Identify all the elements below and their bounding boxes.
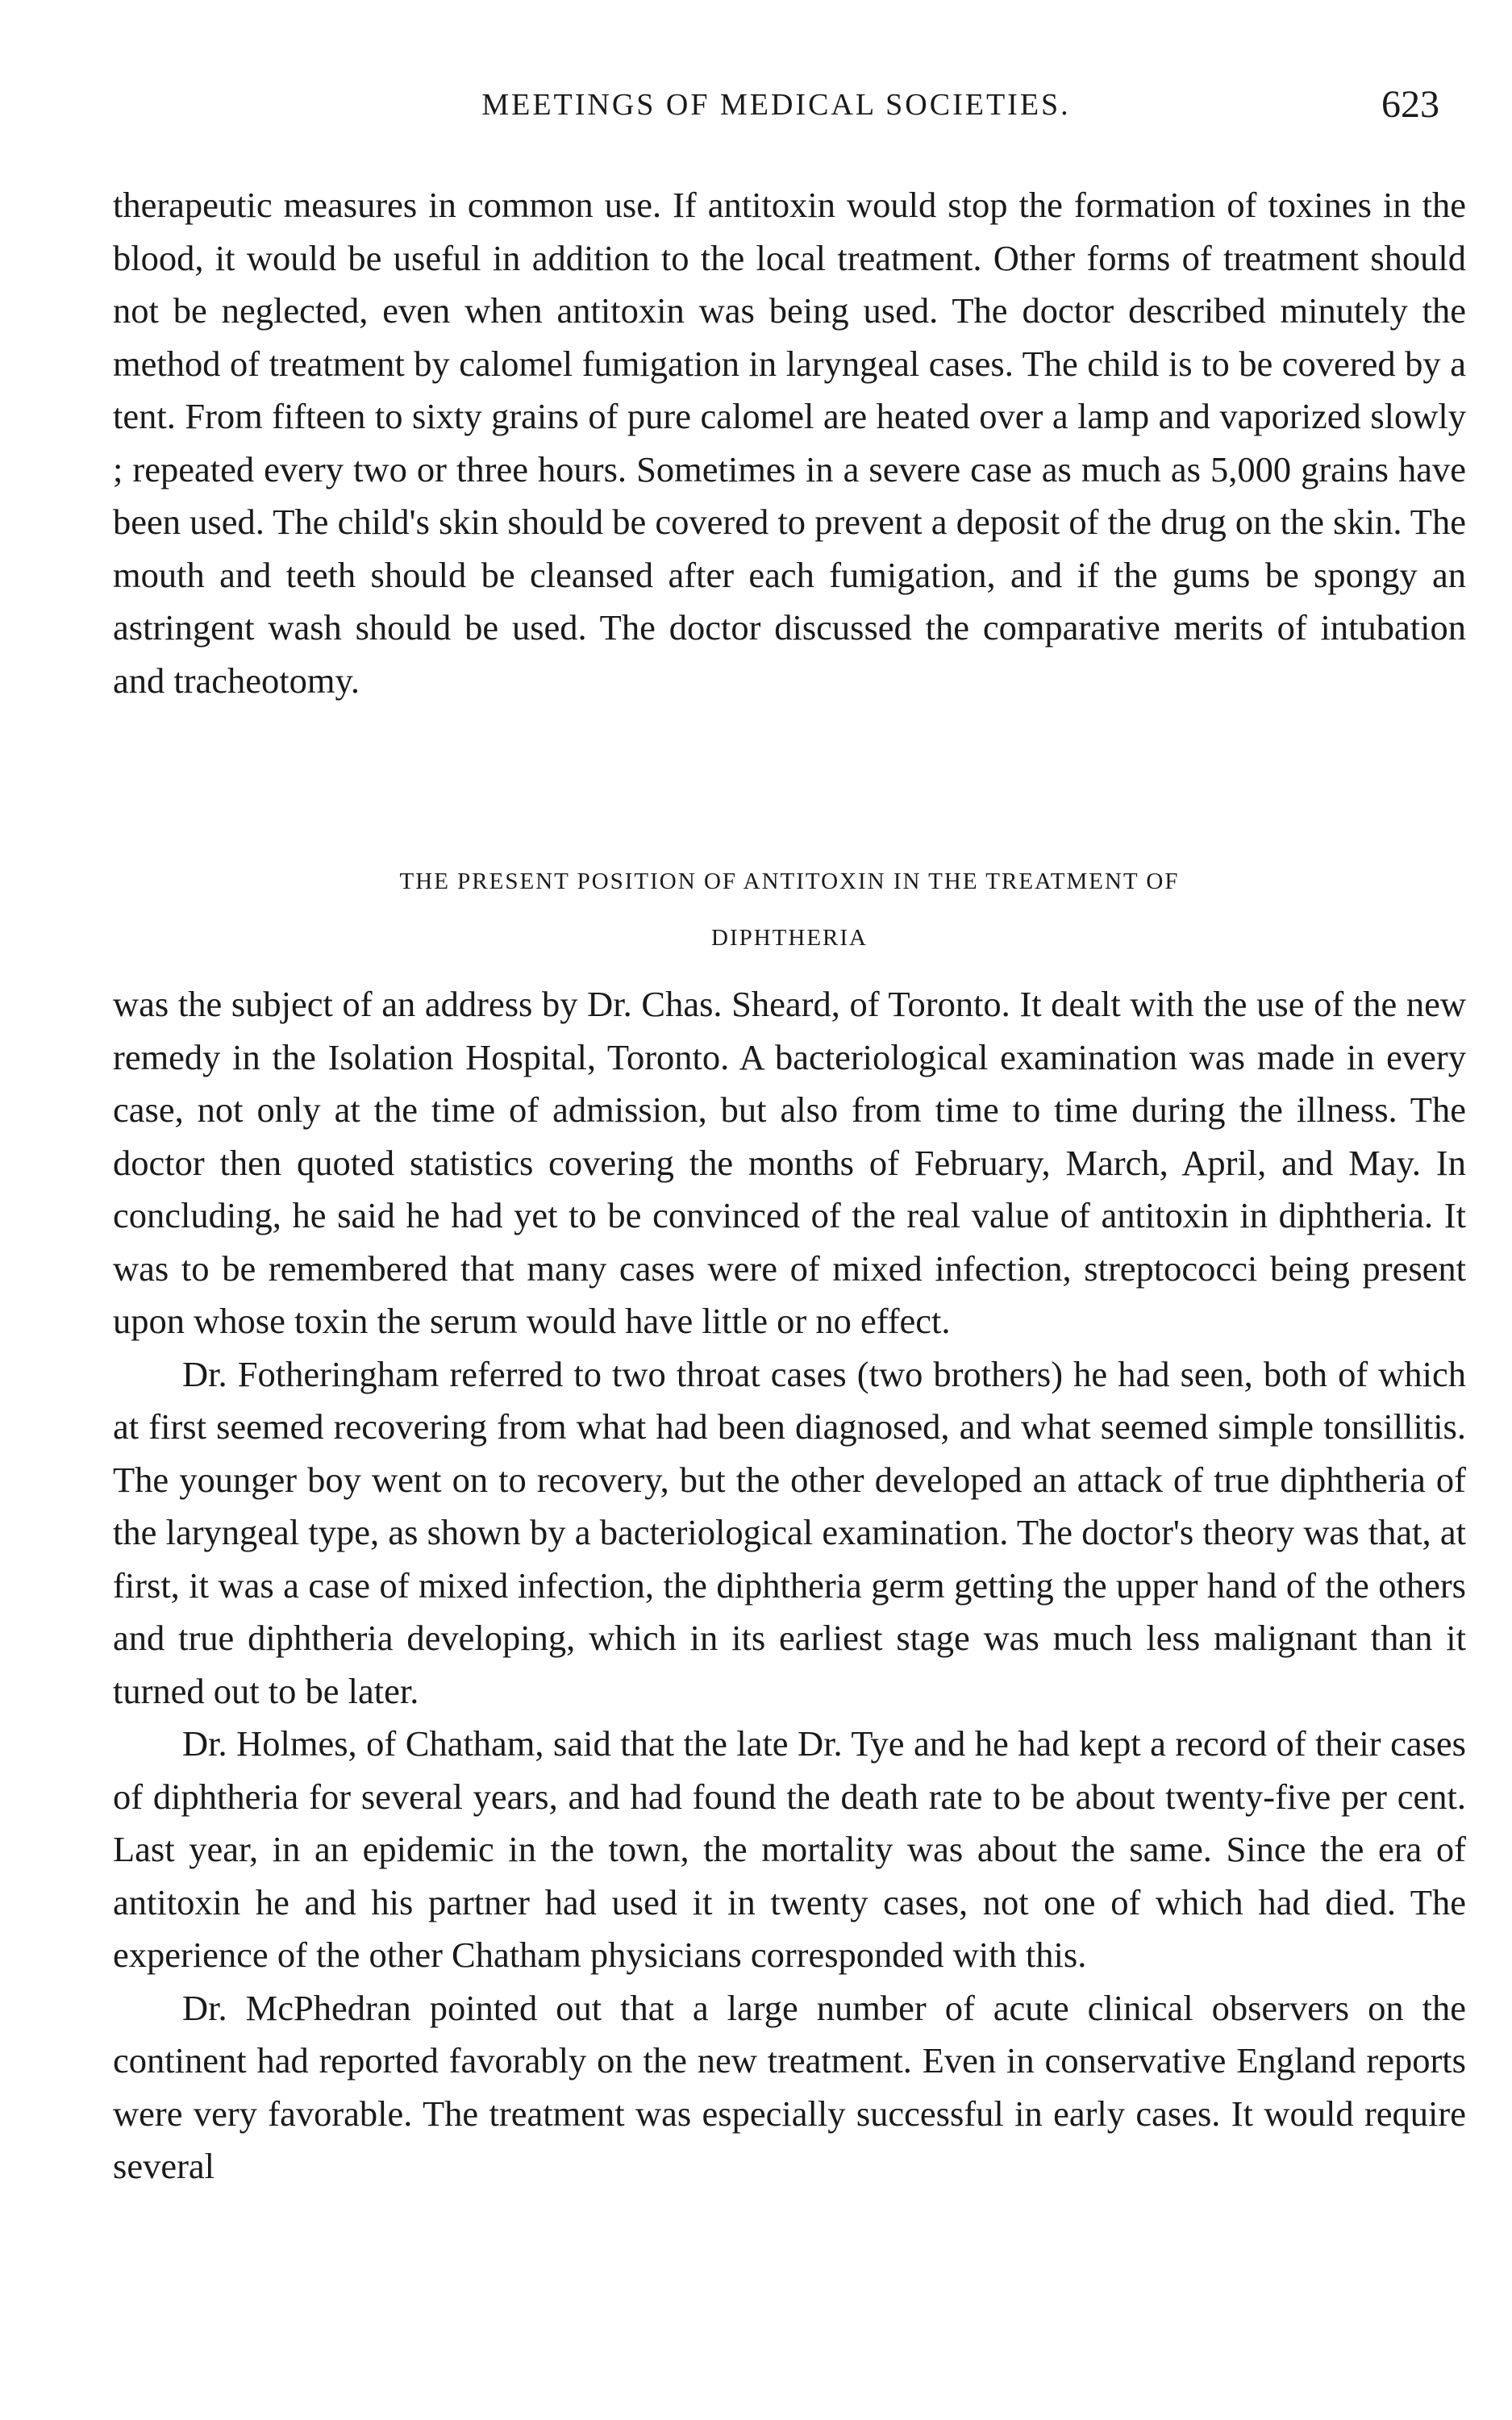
section-heading xyxy=(113,853,1466,966)
paragraph: Dr. McPhedran pointed out that a large number of acute clinical observers on the continent had reported favorably on the new treatment. Even in conservative England reports were very favorable. The treatment was especially successful in early cases. It would require several xyxy=(113,1987,1466,2186)
running-head xyxy=(113,83,1439,144)
section-heading-line: THE PRESENT POSITION OF ANTITOXIN IN THE TREATMENT OF xyxy=(399,868,1180,894)
section-heading-line: DIPHTHERIA xyxy=(711,925,868,951)
paragraph: Dr. Fotheringham referred to two throat cases (two brothers) he had seen, both of which at first seemed recovering from what had been diagnosed, and what seemed simple tonsillitis. The younger boy went on to recovery, but the other developed an attack of true diphtheria of the laryngeal type, as shown by a bacteriological examination. The doctor's theory was that, at first, it was a case of mixed infection, the diphtheria germ getting the upper hand of the others and true diphtheria developing, which in its earliest stage was much less malignant than it turned out to be later. xyxy=(113,1353,1466,1711)
running-title: MEETINGS OF MEDICAL SOCIETIES. xyxy=(481,88,1071,122)
paragraph: was the subject of an address by Dr. Chas. Sheard, of Toronto. It dealt with the use of the new remedy in the Isolation Hospital, Toronto. A bacteriological examination was made in every case, not only at the time of admission, but also from time to time during the illness. The doctor then quoted statistics covering the months of February, March, April, and May. In concluding, he said he had yet to be convinced of the real value of antitoxin in diphtheria. It was to be remembered that many cases were of mixed infection, streptococci being present upon whose toxin the serum would have little or no effect. xyxy=(113,984,1466,1341)
paragraph: Dr. Holmes, of Chatham, said that the late Dr. Tye and he had kept a record of their cases of diphtheria for several years, and had found the death rate to be about twenty-five per cent. Last year, in an epidemic in the town, the mortality was about the same. Since the era of antitoxin he and his partner had used it in twenty cases, not one of which had died. The experience of the other Chatham physicians corresponded with this. xyxy=(113,1723,1466,1975)
page-number: 623 xyxy=(1381,83,1439,126)
body-section-top xyxy=(113,179,1466,707)
paragraph: therapeutic measures in common use. If antitoxin would stop the formation of toxines in the blood, it would be useful in addition to the local treatment. Other forms of treatment should not be neglected, even when antitoxin was being used. The doctor described minutely the method of treatment by calomel fumigation in laryngeal cases. The child is to be covered by a tent. From fifteen to sixty grains of pure calomel are heated over a lamp and vaporized slowly ; repeated every two or three hours. Sometimes in a severe case as much as 5,000 grains have been used. The child's skin should be covered to prevent a deposit of the drug on the skin. The mouth and teeth should be cleansed after each fumigation, and if the gums be spongy an astringent wash should be used. The doctor discussed the comparative merits of intubation and tracheotomy. xyxy=(113,185,1466,701)
body-section-bottom xyxy=(113,978,1466,2193)
